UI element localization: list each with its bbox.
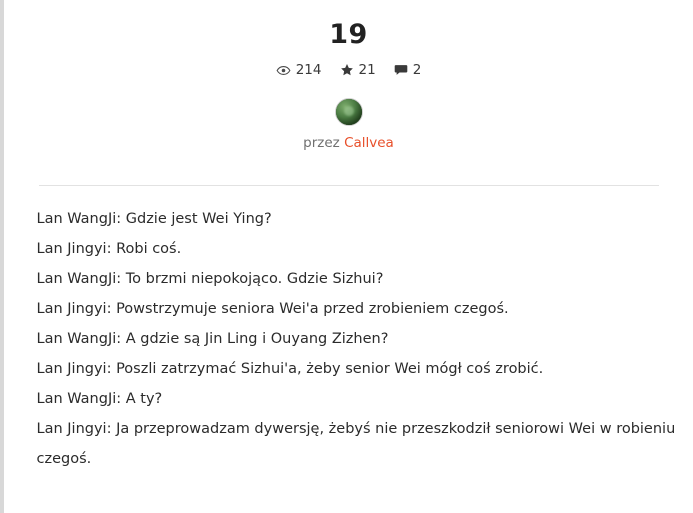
post-number: 19 bbox=[329, 19, 368, 50]
byline-prefix: przez bbox=[303, 135, 340, 151]
content-divider bbox=[39, 185, 659, 186]
content-line: Lan Jingyi: Poszli zatrzymać Sizhui'a, żeby senior Wei mógł coś zrobić. bbox=[36, 361, 544, 377]
content-line: Lan Jingyi: Ja przeprowadzam dywersję, żebyś nie przeszkodził seniorowi Wei w robieniu czegoś. bbox=[36, 421, 676, 467]
comment-icon bbox=[394, 63, 408, 77]
post-content bbox=[19, 204, 679, 474]
author-block bbox=[4, 98, 693, 152]
post-stats bbox=[4, 62, 693, 78]
post-header bbox=[4, 0, 693, 152]
content-line: Lan WangJi: To brzmi niepokojąco. Gdzie Sizhui? bbox=[36, 271, 384, 287]
comments-count: 2 bbox=[412, 62, 422, 78]
star-icon bbox=[340, 63, 354, 77]
content-line: Lan Jingyi: Powstrzymuje seniora Wei'a przed zrobieniem czegoś. bbox=[36, 301, 509, 317]
avatar[interactable] bbox=[335, 98, 363, 126]
avatar-highlight bbox=[344, 106, 354, 116]
content-line: Lan WangJi: Gdzie jest Wei Ying? bbox=[36, 211, 272, 227]
views-stat[interactable] bbox=[276, 62, 322, 78]
comments-stat[interactable] bbox=[394, 62, 422, 78]
favorites-stat[interactable] bbox=[340, 62, 376, 78]
post-container bbox=[4, 0, 693, 513]
content-line: Lan Jingyi: Robi coś. bbox=[36, 241, 182, 257]
favorites-count: 21 bbox=[358, 62, 376, 78]
author-link[interactable]: Callvea bbox=[344, 135, 394, 151]
eye-icon bbox=[276, 63, 291, 78]
views-count: 214 bbox=[295, 62, 322, 78]
content-line: Lan WangJi: A ty? bbox=[36, 391, 163, 407]
byline bbox=[4, 135, 693, 152]
content-line: Lan WangJi: A gdzie są Jin Ling i Ouyang Zizhen? bbox=[36, 331, 389, 347]
